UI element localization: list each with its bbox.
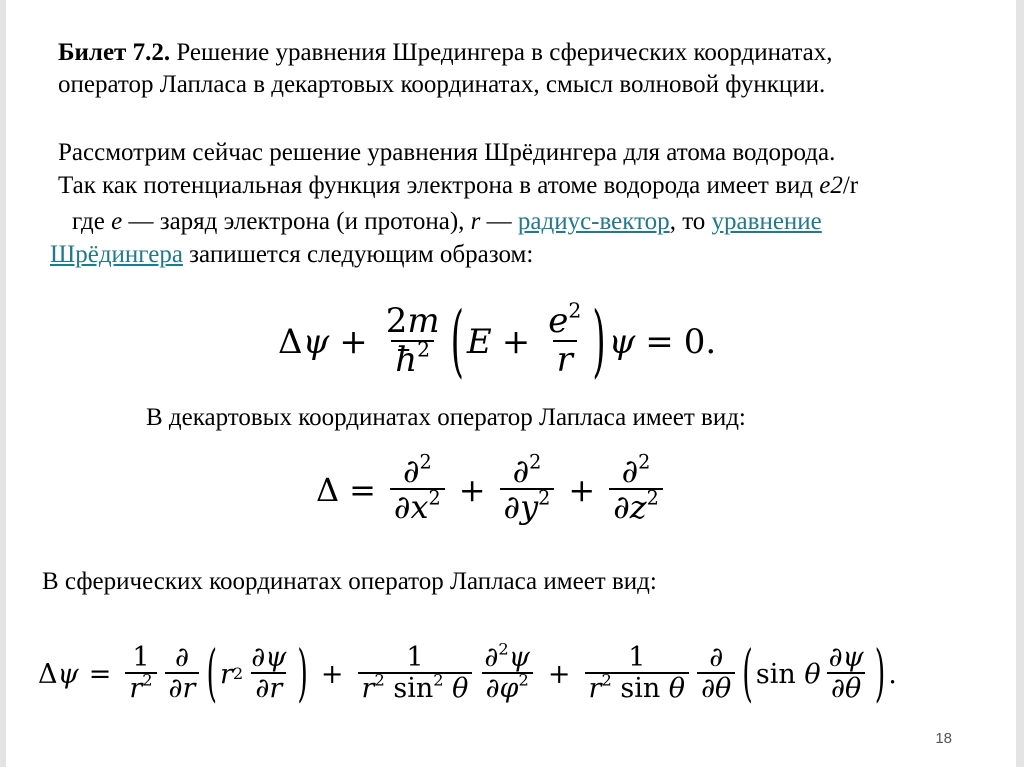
paragraph-potential	[58, 171, 858, 201]
schrodinger-equation: Δ ψ + $\frac{2m}{ħ^2}$ ( E + $\frac{e^2}{r}$ ) ψ = 0.	[278, 296, 717, 388]
cartesian-laplacian: Δ = $\frac{\partial^2}{\partial x^2}$ + $\frac{\partial^2}{\partial y^2}$ + $\frac{\partial^2}{\partial z^2}$	[316, 440, 667, 540]
slide-left-edge	[0, 0, 6, 767]
potential-text: Так как потенциальная функция электрона в атоме водорода имеет вид	[58, 172, 820, 199]
cartesian-intro: В декартовых координатах оператор Лапласа имеет вид:	[146, 404, 746, 431]
continuation-text: запишется следующим образом:	[182, 241, 534, 268]
ticket-number: Билет 7.2.	[58, 39, 171, 66]
paragraph-intro: Рассмотрим сейчас решение уравнения Шрёдингера для атома водорода.	[58, 139, 836, 166]
title-line-1	[58, 38, 833, 68]
equation-link[interactable]: уравнение	[711, 208, 822, 235]
page-number: 18	[935, 730, 952, 747]
potential-expr-tail: /r	[842, 172, 859, 199]
slide-right-edge	[1016, 0, 1024, 767]
def-e: e	[111, 208, 123, 235]
paragraph-continuation	[50, 240, 533, 270]
radius-vector-link[interactable]: радиус-вектор	[517, 208, 670, 235]
def-mid: — заряд электрона (и протона),	[122, 208, 471, 235]
potential-expr: e2	[819, 172, 843, 199]
paragraph-definitions	[72, 207, 822, 237]
def-dash: —	[480, 208, 518, 235]
title-line-2: оператор Лапласа в декартовых координатах, смысл волновой функции.	[58, 71, 826, 98]
title-text: Решение уравнения Шредингера в сферических координатах,	[170, 39, 833, 66]
def-to: , то	[669, 208, 712, 235]
spherical-intro: В сферических координатах оператор Лапласа имеет вид:	[42, 568, 657, 595]
def-r: r	[470, 208, 481, 235]
schrodinger-link[interactable]: Шрёдингера	[50, 241, 183, 268]
spherical-laplacian: Δ ψ = $\frac{1}{r^2}$ $\frac{\partial}{\partial r}$ ( r 2 $\frac{\partial\psi}{\partial r}$ ) + $\frac{1}{r^2 \sin^2 \theta}$ $\frac{\partial^2\psi}{\partial\varphi^2}$ + $\frac{1}{r^2 \sin \theta}$ $\frac{\partial}{\partial\theta}$ ( sin θ $\frac{\partial\psi}{\partial\theta}$ ) .	[38, 638, 897, 710]
def-pre: где	[72, 208, 112, 235]
